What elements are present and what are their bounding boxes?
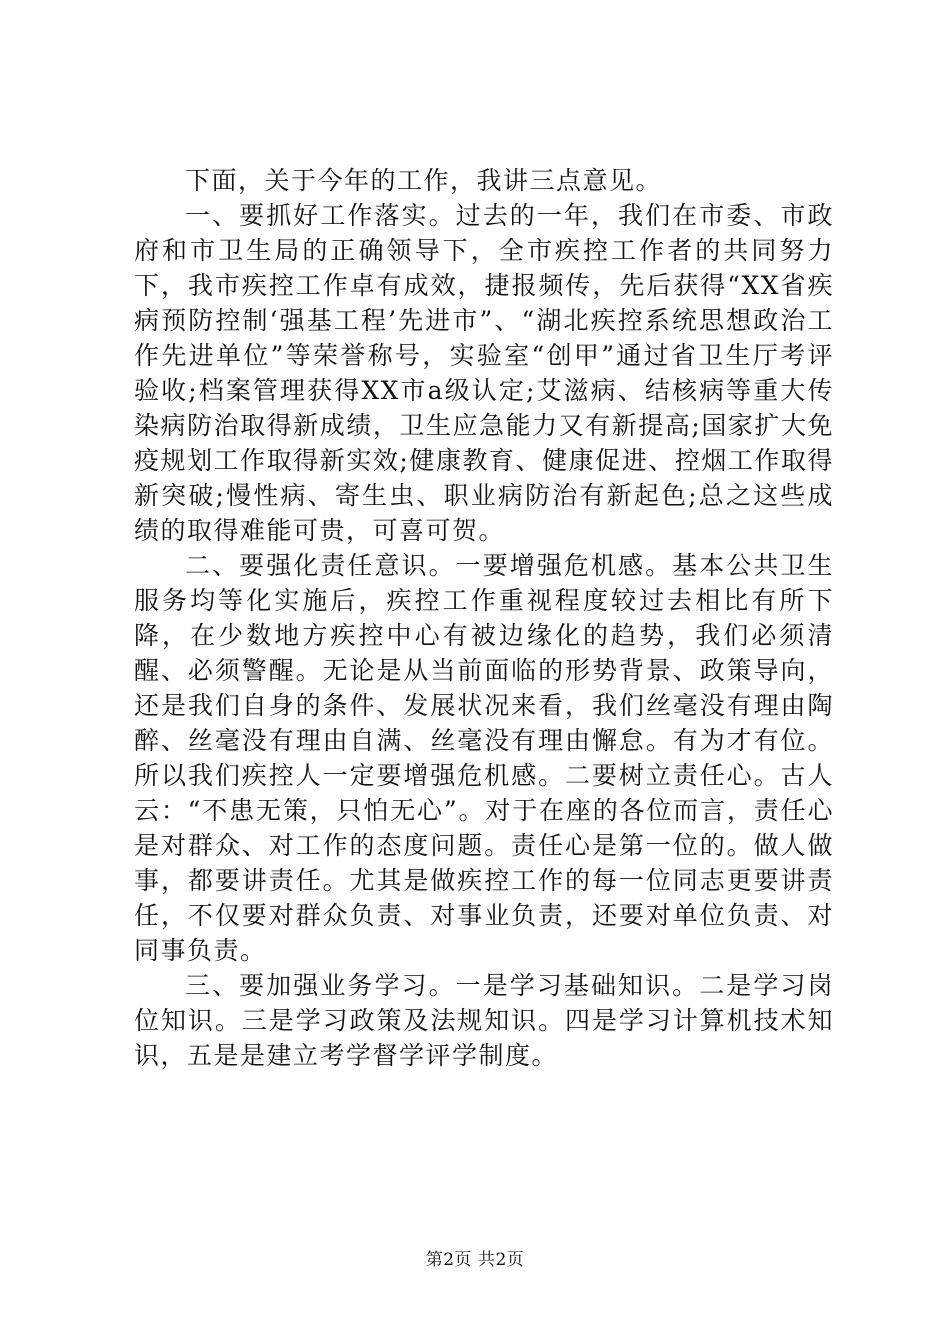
document-body: [134, 163, 834, 1073]
section-three-paragraph: 三、要加强业务学习。一是学习基础知识。二是学习岗位知识。三是学习政策及法规知识。四是学习计算机技术知识，五是是建立考学督学评学制度。: [134, 971, 834, 1070]
intro-paragraph: 下面，关于今年的工作，我讲三点意见。: [185, 166, 663, 195]
section-one-paragraph: 一、要抓好工作落实。过去的一年，我们在市委、市政府和市卫生局的正确领导下，全市疾控工作者的共同努力下，我市疾控工作卓有成效，捷报频传，先后获得“XX省疾病预防控制‘强基工程’先进市”、“湖北疾控系统思想政治工作先进单位”等荣誉称号，实验室“创甲”通过省卫生厅考评验收;档案管理获得XX市a级认定;艾滋病、结核病等重大传染病防治取得新成绩，卫生应急能力又有新提高;国家扩大免疫规划工作取得新实效;健康教育、健康促进、控烟工作取得新突破;慢性病、寄生虫、职业病防治有新起色;总之这些成绩的取得难能可贵，可喜可贺。: [134, 201, 834, 545]
page-number-footer: 第2页 共2页: [425, 1250, 525, 1270]
section-two-paragraph: 二、要强化责任意识。一要增强危机感。基本公共卫生服务均等化实施后，疾控工作重视程度较过去相比有所下降，在少数地方疾控中心有被边缘化的趋势，我们必须清醒、必须警醒。无论是从当前面临的形势背景、政策导向，还是我们自身的条件、发展状况来看，我们丝毫没有理由陶醉、丝毫没有理由自满、丝毫没有理由懈怠。有为才有位。所以我们疾控人一定要增强危机感。二要树立责任心。古人云：“不患无策，只怕无心”。对于在座的各位而言，责任心是对群众、对工作的态度问题。责任心是第一位的。做人做事，都要讲责任。尤其是做疾控工作的每一位同志更要讲责任，不仅要对群众负责、对事业负责，还要对单位负责、对同事负责。: [134, 551, 834, 965]
